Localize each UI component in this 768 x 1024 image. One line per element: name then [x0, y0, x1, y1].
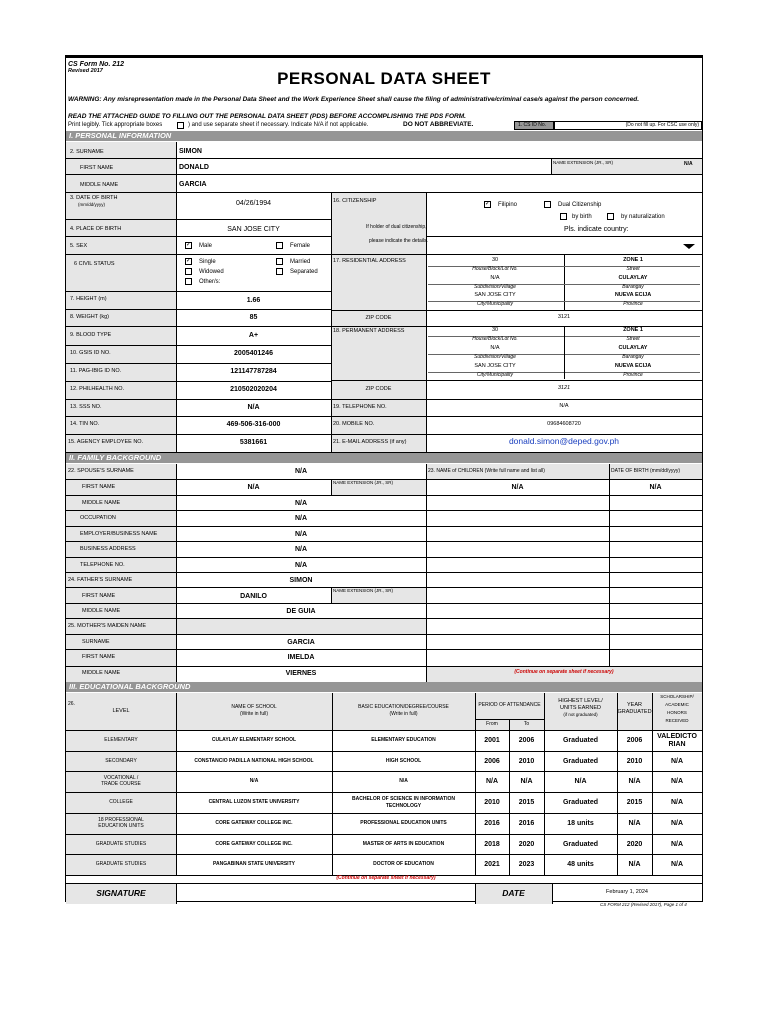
edu-level-label: GRADUATE STUDIES	[95, 840, 147, 847]
telephone-field[interactable]: N/A	[559, 403, 569, 409]
res-house-field[interactable]: 30	[491, 257, 499, 263]
address-label-column	[331, 192, 426, 452]
edu-honors-header-3: HONORS	[667, 710, 687, 715]
dob-field[interactable]: 04/26/1994	[235, 200, 272, 207]
employer-field[interactable]: N/A	[294, 531, 308, 538]
civil-widowed-label: Widowed	[199, 269, 224, 275]
mobile-label: 20. MOBILE NO.	[333, 421, 375, 427]
education-row-divider	[66, 751, 702, 752]
edu-course-field[interactable]: BACHELOR OF SCIENCE IN INFORMATION	[352, 796, 455, 803]
pagibig-field[interactable]: 121147787284	[230, 368, 277, 375]
civil-married-label: Married	[290, 259, 311, 265]
sex-male-label: Male	[199, 243, 213, 249]
family-row-divider	[66, 557, 702, 558]
sex-male-checkbox[interactable]: ✓	[186, 242, 192, 248]
middle-name-field[interactable]: GARCIA	[179, 181, 207, 188]
res-barangay-field[interactable]: CULAYLAY	[618, 275, 648, 281]
res-zip-field[interactable]: 3121	[557, 314, 571, 320]
edu-honors-field[interactable]: N/A	[670, 799, 684, 807]
perm-house-caption: House/Block/Lot No.	[472, 336, 518, 342]
edu-school-subheader: (Write in full)	[240, 711, 268, 717]
weight-field[interactable]: 85	[249, 314, 258, 321]
permanent-address-label: 18. PERMANENT ADDRESS	[333, 328, 405, 334]
telephone-label: 19. TELEPHONE NO.	[333, 404, 387, 410]
date-label: DATE	[502, 888, 525, 898]
perm-subdivision-caption: Subdivision/Village	[474, 354, 516, 360]
name-ext-label: NAME EXTENSION (JR., SR)	[553, 160, 614, 165]
residential-address-label: 17. RESIDENTIAL ADDRESS	[333, 258, 406, 264]
warning-text: WARNING: Any misrepresentation made in the Personal Data Sheet and the Work Experience Sheet shall cause the filing of administrative/criminal case/s against the person concerned.	[68, 96, 640, 103]
edu-level-label: VOCATIONAL /	[103, 775, 139, 782]
res-zip-label: ZIP CODE	[365, 315, 392, 321]
edu-level-header: LEVEL	[112, 708, 130, 714]
civil-single-checkbox[interactable]: ✓	[186, 258, 192, 264]
education-row-divider	[66, 854, 702, 855]
res-province-field[interactable]: NUEVA ECIJA	[614, 292, 652, 298]
father-surname-field[interactable]: SIMON	[289, 577, 313, 584]
perm-city-field[interactable]: SAN JOSE CITY	[474, 363, 516, 369]
do-not-abbreviate: DO NOT ABBREVIATE.	[403, 121, 474, 128]
page-title: PERSONAL DATA SHEET	[277, 69, 491, 88]
sex-female-checkbox[interactable]	[276, 242, 283, 249]
mother-middle-name-label: MIDDLE NAME	[82, 670, 121, 676]
father-middle-name-label: MIDDLE NAME	[82, 608, 121, 614]
section-educational-background: III. EDUCATIONAL BACKGROUND	[66, 682, 702, 692]
edu-units-field[interactable]: 48 units	[567, 861, 594, 869]
edu-school-field[interactable]: CORE GATEWAY COLLEGE INC.	[215, 840, 293, 847]
perm-barangay-field[interactable]: CULAYLAY	[618, 345, 648, 351]
perm-province-caption: Province	[623, 372, 643, 378]
edu-school-field[interactable]: CONSTANCIO PADILLA NATIONAL HIGH SCHOOL	[194, 757, 314, 764]
family-row-divider	[66, 526, 702, 527]
spouse-middle-name-label: MIDDLE NAME	[82, 500, 121, 506]
edu-honors-field[interactable]: N/A	[670, 778, 684, 786]
spouse-first-name-label: FIRST NAME	[82, 484, 116, 490]
edu-course-field[interactable]: DOCTOR OF EDUCATION	[373, 861, 434, 868]
cs-id-label: 1. CS ID No.	[518, 122, 547, 128]
edu-course-field[interactable]: N/A	[399, 778, 408, 785]
business-address-field[interactable]: N/A	[294, 546, 308, 553]
citizenship-filipino-label: Filipino	[498, 202, 518, 208]
mother-first-name-field[interactable]: IMELDA	[287, 654, 315, 661]
edu-honors-field-2[interactable]: RIAN	[668, 741, 686, 748]
family-row-divider	[66, 510, 702, 511]
edu-honors-field[interactable]: VALEDICTO	[657, 733, 697, 740]
edu-year-field[interactable]: N/A	[628, 778, 641, 786]
edu-from-field[interactable]: 2018	[484, 840, 500, 848]
mother-middle-name-field[interactable]: VIERNES	[285, 670, 317, 677]
edu-number-label: 26.	[68, 701, 75, 707]
middle-name-label: MIDDLE NAME	[80, 182, 119, 188]
edu-year-header-1: YEAR	[627, 702, 642, 708]
edu-year-field[interactable]: 2015	[626, 799, 643, 807]
civil-separated-checkbox[interactable]	[276, 268, 283, 275]
edu-level-label: GRADUATE STUDIES	[95, 861, 147, 868]
citizenship-birth-label: by birth	[572, 214, 592, 220]
sex-label: 5. SEX	[70, 243, 88, 249]
family-row-divider	[66, 666, 702, 667]
blood-type-label: 9. BLOOD TYPE	[70, 332, 112, 338]
form-footer: CS FORM 212 (Revised 2017), Page 1 of 4	[600, 902, 687, 907]
res-city-field[interactable]: SAN JOSE CITY	[474, 292, 516, 298]
res-subdivision-caption: Subdivision/Village	[474, 284, 516, 290]
perm-barangay-caption: Barangay	[622, 354, 644, 360]
family-continue-note: (Continue on separate sheet if necessary)	[514, 669, 614, 675]
print-legibly-text-2: ) and use separate sheet if necessary. Indicate N/A if not applicable.	[188, 122, 369, 128]
family-row-divider	[66, 541, 702, 542]
sss-field[interactable]: N/A	[247, 404, 260, 411]
edu-from-field[interactable]: 2006	[484, 757, 500, 765]
agency-no-label: 15. AGENCY EMPLOYEE NO.	[68, 439, 144, 445]
edu-school-field[interactable]: CENTRAL LUZON STATE UNIVERSITY	[208, 799, 300, 806]
edu-to-header: To	[523, 721, 530, 727]
edu-to-field[interactable]: N/A	[520, 778, 533, 786]
education-row-divider	[66, 771, 702, 772]
res-house-caption: House/Block/Lot No.	[472, 266, 518, 272]
mother-maiden-name-label: 25. MOTHER'S MAIDEN NAME	[68, 623, 147, 629]
education-row-divider	[66, 834, 702, 835]
occupation-label: OCCUPATION	[80, 515, 116, 521]
edu-honors-header-4: RECEIVED	[665, 718, 689, 723]
edu-units-header-3: (if not graduated)	[563, 712, 598, 717]
edu-year-field[interactable]: 2010	[626, 757, 643, 765]
print-legibly-text: Print legibly. Tick appropriate boxes	[68, 122, 163, 128]
father-middle-name-field[interactable]: DE GUIA	[286, 608, 316, 615]
cs-id-field[interactable]	[554, 121, 702, 130]
edu-units-field[interactable]: Graduated	[562, 840, 598, 848]
edu-honors-header-2: ACADEMIC	[665, 702, 689, 707]
cs-id-note: (Do not fill up. For CSC use only)	[625, 122, 699, 128]
edu-level-label: SECONDARY	[105, 757, 137, 764]
edu-from-field[interactable]: 2001	[484, 737, 500, 744]
perm-street-caption: Street	[626, 336, 640, 342]
section-personal-info: I. PERSONAL INFORMATION	[66, 131, 702, 141]
res-barangay-caption: Barangay	[622, 284, 644, 290]
edu-units-field[interactable]: Graduated	[562, 757, 598, 765]
edu-honors-field[interactable]: N/A	[670, 861, 684, 869]
citizenship-naturalization-label: by naturalization	[621, 214, 665, 220]
surname-label: 2. SURNAME	[70, 149, 104, 155]
spouse-surname-field[interactable]: N/A	[294, 468, 308, 475]
spouse-ext-label: NAME EXTENSION (JR., SR)	[333, 480, 394, 485]
edu-units-header-2: UNITS EARNED	[560, 705, 601, 711]
edu-to-field[interactable]: 2010	[518, 757, 535, 765]
citizenship-dual-checkbox[interactable]	[544, 201, 551, 208]
gsis-field[interactable]: 2005401246	[234, 350, 273, 357]
spouse-middle-name-field[interactable]: N/A	[294, 500, 308, 507]
perm-subdivision-field[interactable]: N/A	[490, 345, 500, 351]
edu-level-label-2: EDUCATION UNITS	[98, 822, 144, 829]
sss-label: 13. SSS NO.	[70, 404, 102, 410]
child-1-name-field[interactable]: N/A	[511, 484, 524, 491]
pagibig-label: 11. PAG-IBIG ID NO.	[70, 368, 122, 374]
citizenship-country-label: Pls. indicate country:	[564, 226, 629, 233]
philhealth-label: 12. PHILHEALTH NO.	[70, 386, 124, 392]
citizenship-dual-label: Dual Citizenship	[558, 202, 602, 208]
edu-course-field[interactable]: PROFESSIONAL EDUCATION UNITS	[360, 819, 447, 826]
signature-label: SIGNATURE	[96, 888, 146, 898]
dual-note-2: please indicate the details.	[369, 238, 428, 244]
agency-no-field[interactable]: 5381661	[239, 439, 268, 446]
citizenship-naturalization-checkbox[interactable]	[607, 213, 614, 220]
edu-school-field[interactable]: PANGABINAN STATE UNIVERSITY	[213, 861, 295, 868]
family-row-divider	[66, 634, 702, 635]
weight-label: 8. WEIGHT (kg)	[70, 314, 110, 320]
surname-field[interactable]: SIMON	[179, 148, 202, 155]
res-province-caption: Province	[623, 301, 643, 307]
first-name-label: FIRST NAME	[80, 165, 114, 171]
email-label: 21. E-MAIL ADDRESS (if any)	[333, 439, 407, 445]
civil-others-checkbox[interactable]	[185, 278, 192, 285]
mother-surname-field[interactable]: GARCIA	[287, 639, 315, 646]
edu-level-label: COLLEGE	[109, 799, 133, 806]
res-street-field[interactable]: ZONE 1	[623, 257, 643, 263]
civil-single-label: Single	[199, 259, 216, 265]
edu-level-label-2: TRADE COURSE	[101, 781, 141, 788]
edu-to-field[interactable]: 2023	[518, 861, 535, 869]
edu-year-field[interactable]: 2020	[626, 840, 643, 848]
civil-married-checkbox[interactable]	[276, 258, 283, 265]
dob-label: 3. DATE OF BIRTH	[70, 195, 118, 201]
children-label: 23. NAME of CHILDREN (Write full name and list all)	[428, 468, 545, 474]
edu-honors-field[interactable]: N/A	[670, 819, 684, 827]
edu-units-field[interactable]: N/A	[574, 778, 587, 786]
spouse-telephone-field[interactable]: N/A	[294, 562, 308, 569]
tick-example-box	[177, 122, 184, 129]
business-address-label: BUSINESS ADDRESS	[80, 546, 136, 552]
citizenship-birth-checkbox[interactable]	[560, 213, 567, 220]
mother-header-fill	[176, 618, 426, 634]
height-field[interactable]: 1.66	[246, 297, 261, 304]
edu-year-field[interactable]: N/A	[628, 861, 641, 869]
edu-honors-field[interactable]: N/A	[670, 840, 684, 848]
edu-to-field[interactable]: 2006	[518, 737, 535, 744]
section-family-background: II. FAMILY BACKGROUND	[66, 453, 702, 463]
edu-from-header: From	[486, 721, 498, 727]
spouse-surname-label: 22. SPOUSE'S SURNAME	[68, 468, 134, 474]
edu-to-field[interactable]: 2015	[518, 799, 535, 807]
education-row-divider	[66, 813, 702, 814]
country-dropdown-icon[interactable]	[683, 244, 695, 249]
occupation-field[interactable]: N/A	[294, 515, 308, 522]
dual-note-1: If holder of dual citizenship,	[366, 224, 427, 230]
edu-school-header: NAME OF SCHOOL	[231, 704, 277, 710]
family-row-divider	[66, 495, 702, 496]
edu-units-header-1: HIGHEST LEVEL/	[558, 698, 603, 704]
edu-from-field[interactable]: 2010	[484, 799, 500, 807]
father-first-name-field[interactable]: DANILO	[240, 593, 267, 600]
pob-field[interactable]: SAN JOSE CITY	[227, 226, 280, 233]
name-ext-field[interactable]: N/A	[684, 161, 693, 167]
signature-field[interactable]	[177, 884, 474, 903]
form-number: CS Form No. 212	[68, 61, 125, 68]
child-1-dob-field[interactable]: N/A	[649, 484, 662, 491]
perm-street-field[interactable]: ZONE 1	[623, 327, 643, 333]
email-field[interactable]: donald.simon@deped.gov.ph	[508, 436, 620, 446]
spouse-first-name-field[interactable]: N/A	[247, 484, 260, 491]
family-row-divider	[66, 618, 702, 619]
edu-units-field[interactable]: Graduated	[562, 737, 598, 744]
form-revised: Revised 2017	[68, 68, 103, 74]
edu-year-header-2: GRADUATED	[617, 709, 652, 715]
edu-from-field[interactable]: 2016	[484, 819, 500, 827]
date-field[interactable]: February 1, 2024	[606, 889, 648, 895]
father-ext-label: NAME EXTENSION (JR., SR)	[333, 588, 394, 593]
education-continue-note: (Continue on separate sheet if necessary)	[336, 875, 436, 881]
perm-house-field[interactable]: 30	[491, 327, 499, 333]
edu-course-field[interactable]: HIGH SCHOOL	[385, 757, 422, 764]
spouse-telephone-label: TELEPHONE NO.	[80, 562, 125, 568]
pob-label: 4. PLACE OF BIRTH	[70, 226, 122, 232]
perm-province-field[interactable]: NUEVA ECIJA	[614, 363, 652, 369]
civil-status-label: 6 CIVIL STATUS	[74, 261, 115, 267]
edu-school-field[interactable]: CORE GATEWAY COLLEGE INC.	[215, 819, 293, 826]
perm-zip-label: ZIP CODE	[365, 386, 392, 392]
citizenship-label: 16. CITIZENSHIP	[333, 198, 377, 204]
edu-period-header: PERIOD OF ATTENDANCE	[478, 702, 541, 708]
mother-first-name-label: FIRST NAME	[82, 654, 116, 660]
education-row-divider	[66, 792, 702, 793]
edu-course-subheader: (Write in full)	[389, 711, 418, 717]
res-street-caption: Street	[626, 266, 640, 272]
edu-units-field[interactable]: Graduated	[562, 799, 598, 807]
civil-widowed-checkbox[interactable]	[185, 268, 192, 275]
edu-school-field[interactable]: N/A	[249, 778, 259, 785]
edu-honors-header-1: SCHOLARSHIP/	[660, 694, 694, 699]
edu-year-field[interactable]: 2006	[626, 737, 643, 744]
edu-course-field[interactable]: ELEMENTARY EDUCATION	[371, 737, 436, 743]
edu-course-field-2[interactable]: TECHNOLOGY	[385, 803, 422, 810]
edu-to-field[interactable]: 2016	[518, 819, 535, 827]
edu-school-field[interactable]: CULAYLAY ELEMENTARY SCHOOL	[211, 737, 297, 743]
height-label: 7. HEIGHT (m)	[70, 296, 107, 302]
perm-zip-field[interactable]: 3121	[557, 385, 571, 391]
edu-course-header: BASIC EDUCATION/DEGREE/COURSE	[358, 704, 449, 710]
citizenship-filipino-checkbox[interactable]: ✓	[485, 201, 491, 207]
blood-type-field[interactable]: A+	[248, 332, 259, 339]
cs-id-label-box	[514, 121, 554, 130]
res-city-caption: City/Municipality	[476, 301, 514, 307]
sex-female-label: Female	[290, 243, 311, 249]
edu-from-field[interactable]: 2021	[484, 861, 500, 869]
edu-level-label: ELEMENTARY	[104, 737, 138, 743]
mobile-field[interactable]: 09684608720	[547, 421, 581, 427]
employer-label: EMPLOYER/BUSINESS NAME	[80, 531, 158, 537]
edu-year-field[interactable]: N/A	[628, 819, 641, 827]
gsis-label: 10. GSIS ID NO.	[70, 350, 111, 356]
tin-label: 14. TIN NO.	[70, 421, 100, 427]
edu-level-label: 18 PROFESSIONAL	[98, 816, 144, 823]
civil-others-label: Other/s:	[199, 279, 221, 285]
dob-format: (mm/dd/yyyy)	[78, 202, 105, 207]
child-dob-label: DATE OF BIRTH (mm/dd/yyyy)	[611, 468, 680, 474]
father-surname-label: 24. FATHER'S SURNAME	[68, 577, 133, 583]
edu-course-field[interactable]: MASTER OF ARTS IN EDUCATION	[362, 840, 445, 847]
mother-surname-label: SURNAME	[82, 639, 110, 645]
family-row-divider	[66, 649, 702, 650]
family-row-divider	[66, 603, 702, 604]
tin-field[interactable]: 469-506-316-000	[226, 421, 281, 428]
edu-honors-field[interactable]: N/A	[670, 757, 684, 765]
family-row-divider	[66, 572, 702, 573]
edu-from-field[interactable]: N/A	[485, 778, 499, 786]
civil-separated-label: Separated	[290, 269, 318, 275]
first-name-field[interactable]: DONALD	[179, 164, 209, 171]
res-subdivision-field[interactable]: N/A	[490, 275, 500, 281]
father-first-name-label: FIRST NAME	[82, 593, 116, 599]
pds-form	[65, 55, 703, 902]
read-guide-text: READ THE ATTACHED GUIDE TO FILLING OUT THE PERSONAL DATA SHEET (PDS) BEFORE ACCOMPLISHING THE PDS FORM.	[68, 113, 466, 120]
edu-to-field[interactable]: 2020	[518, 840, 535, 848]
edu-units-field[interactable]: 18 units	[567, 819, 594, 827]
philhealth-field[interactable]: 210502020204	[230, 386, 277, 393]
perm-city-caption: City/Municipality	[476, 372, 514, 378]
